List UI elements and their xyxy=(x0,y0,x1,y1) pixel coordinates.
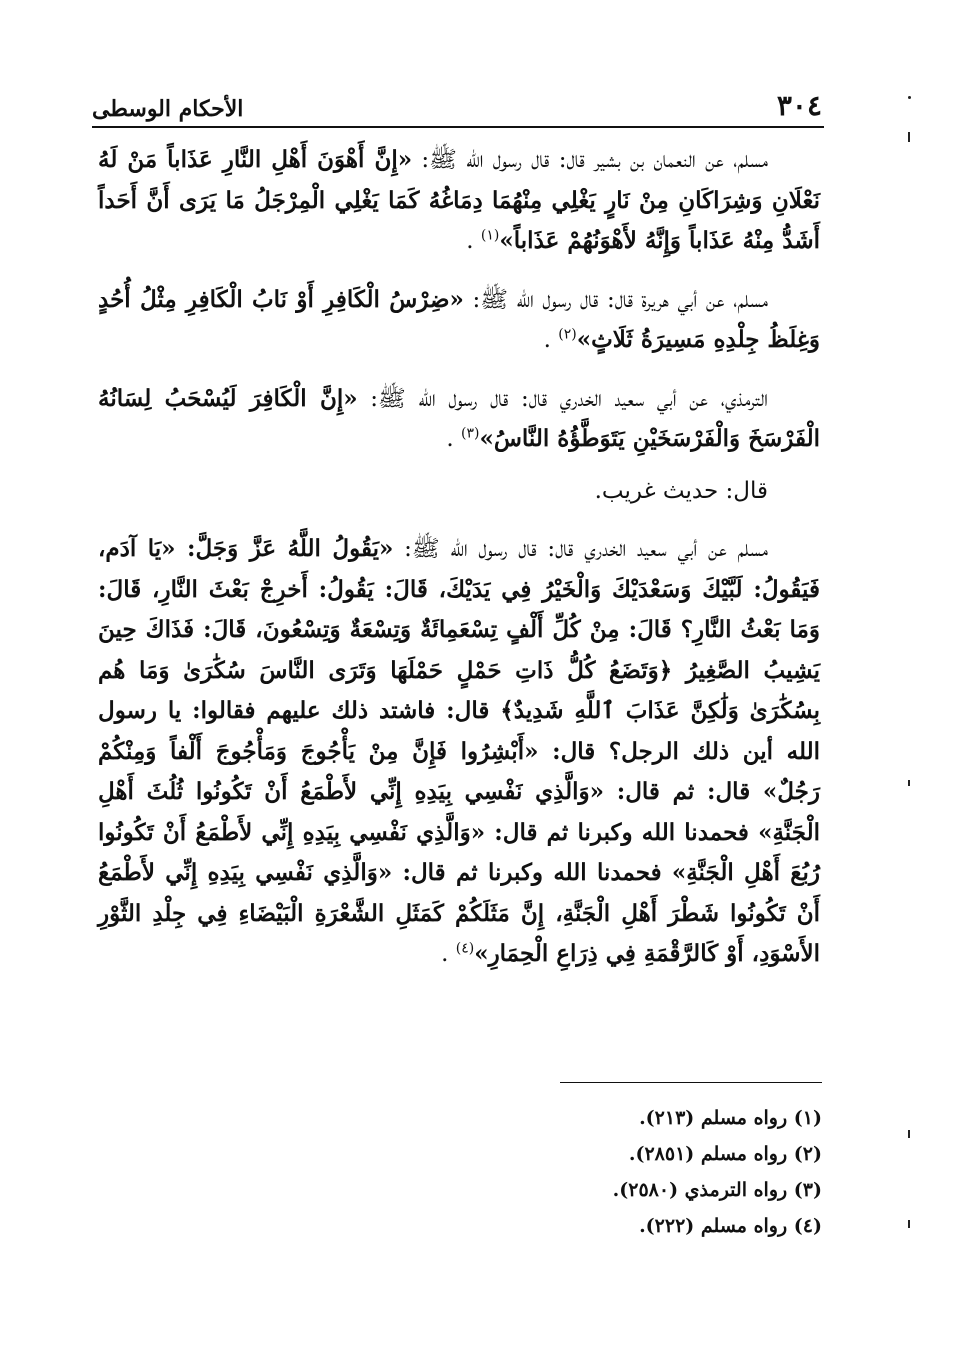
scan-speck xyxy=(908,780,910,786)
footnote-1: (١) رواه مسلم (٢١٣). xyxy=(639,1107,822,1129)
scan-speck xyxy=(908,96,911,99)
header-rule xyxy=(92,126,824,128)
book-title: الأحكام الوسطى xyxy=(92,96,244,122)
footnote-3: (٣) رواه الترمذي (٢٥٨٠). xyxy=(612,1179,822,1201)
scan-speck xyxy=(908,1130,910,1138)
scan-speck xyxy=(908,1220,910,1228)
hadith-paragraph-3 xyxy=(98,379,820,460)
main-text xyxy=(98,140,820,987)
hadith-paragraph-2 xyxy=(98,280,820,361)
footnote-4: (٤) رواه مسلم (٢٢٢). xyxy=(639,1215,822,1237)
paragraph-end: . xyxy=(543,327,559,353)
hadith-intro: مسلم، عن النعمان بن بشير قال: قال رسول الله ﷺ: xyxy=(412,147,768,173)
paragraph-end: . xyxy=(466,228,481,254)
hadith-intro: مسلم عن أبي سعيد الخدري قال: قال رسول الله ﷺ: xyxy=(393,536,768,562)
hadith-paragraph-4 xyxy=(98,529,820,975)
grading-text: قال: حديث غريب. xyxy=(594,477,768,504)
scan-speck xyxy=(908,132,910,142)
grading-note xyxy=(98,472,820,512)
footnote-2: (٢) رواه مسلم (٢٨٥١). xyxy=(628,1143,822,1165)
hadith-quote: «يَقُولُ اللَّهُ عَزَّ وَجَلَّ: «يَا آدَم، فَيَقُولُ: لَبَّيْكَ وَسَعْدَيْكَ وَالْخَيْرُ فِي يَدَيْكَ، قَالَ: يَقُولُ: أَخرِجْ بَعْثَ النَّارِ، قَالَ: وَمَا بَعْثُ النَّارِ؟ قَالَ: مِنْ كُلِّ أَلْفٍ تِسْعَمِائَةٌ وَتِسْعَةٌ وَتِسْعُونَ، قَالَ: فَذَاكَ حِينَ يَشِيبُ الصَّغِيرُ ﴿وَتَضَعُ كُلُّ ذَاتِ حَمْلٍ حَمْلَهَا وَتَرَى النَّاسَ سُكَٰرَىٰ وَمَا هُم بِسُكَٰرَىٰ وَلَٰكِنَّ عَذَابَ ٱللَّهِ شَدِيدٌ﴾ قال: فاشتد ذلك عليهم فقالوا: يا رسول الله أين ذلك الرجل؟ قال: «أَبْشِرُوا فَإِنَّ مِنْ يَأْجُوجَ وَمَأْجُوجَ أَلْفاً وَمِنْكُمْ رَجُلٌ» قال: ثم قال: «وَالَّذِي نَفْسِي بِيَدِهِ إِنِّي لأَطْمَعُ أَنْ تَكُونُوا ثُلُثَ أَهْلِ الْجَنَّةِ» فحمدنا الله وكبرنا ثم قال: «وَالَّذِي نَفْسِي بِيَدِهِ إِنِّي لأَطْمَعُ أَنْ تَكُونُوا رُبُعَ أَهْلِ الْجَنَّةِ» فحمدنا الله وكبرنا ثم قال: «وَالَّذِي نَفْسِي بِيَدِهِ إِنِّي لأَطْمَعُ أَنْ تَكُونُوا شَطْرَ أَهْلِ الْجَنَّةِ، إِنَّ مَثَلَكُمْ كَمَثَلِ الشَّعْرَةِ الْبَيْضَاءِ فِي جِلْدِ الثَّوْرِ الأَسْوَدِ، أَوْ كَالرَّقْمَةِ فِي ذِرَاعِ الْحِمَارِ» xyxy=(98,535,820,967)
footnote-reference[interactable]: (٣) xyxy=(461,425,480,442)
hadith-quote: «إِنَّ الْكَافِرَ لَيُسْحَبُ لِسَانُهُ الْفَرْسَخَ وَالْفَرْسَخَيْنِ يَتَوَطَّؤُهُ النَّاسُ» xyxy=(98,384,820,452)
hadith-paragraph-1 xyxy=(98,140,820,262)
footnotes xyxy=(420,1100,822,1244)
hadith-intro: مسلم، عن أبي هريرة قال: قال رسول الله ﷺ: xyxy=(463,286,768,313)
hadith-intro: الترمذي، عن أبي سعيد الخدري قال: قال رسول الله ﷺ: xyxy=(357,385,768,412)
running-head xyxy=(92,82,822,122)
hadith-quote: «ضِرْسُ الْكَافِرِ أَوْ نَابُ الْكَافِرِ مِثْلُ أُحُدٍ وَغِلَظُ جِلْدِهِ مَسِيرَةُ ثَلَاثٍ» xyxy=(98,285,820,353)
paragraph-end: . xyxy=(446,426,461,452)
hadith-quote: «إِنَّ أَهْوَنَ أَهْلِ النَّارِ عَذَاباً مَنْ لَهُ نَعْلَانِ وَشِرَاكَانِ مِنْ نَارٍ يَغْلِي مِنْهُمَا دِمَاغُهُ كَمَا يَغْلِي الْمِرْجَلُ مَا يَرَى أَنَّ أَحَداً أَشَدُّ مِنْهُ عَذَاباً وَإِنَّهُ لأَهْوَنُهُمْ عَذَاباً» xyxy=(98,146,820,254)
footnote-separator xyxy=(560,1082,822,1083)
footnote-reference[interactable]: (٤) xyxy=(455,940,475,957)
page-number: ٣٠٤ xyxy=(776,89,822,122)
paragraph-end: . xyxy=(441,941,456,967)
footnote-reference[interactable]: (٢) xyxy=(558,326,577,343)
footnote-reference[interactable]: (١) xyxy=(480,227,500,244)
